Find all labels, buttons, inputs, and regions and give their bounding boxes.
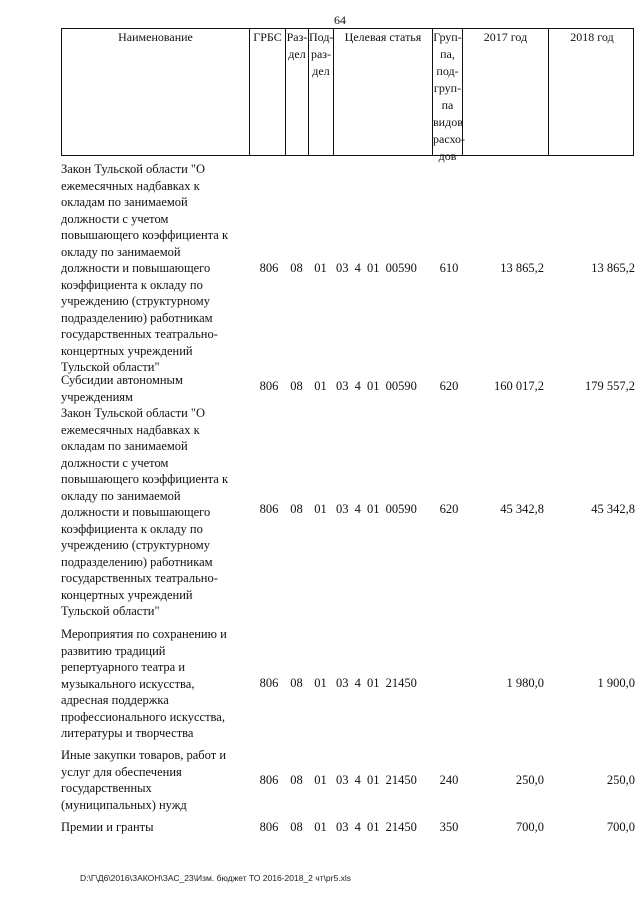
cell-gruppa: 610 bbox=[439, 261, 459, 275]
row-values bbox=[61, 675, 640, 692]
header-gruppa-line: дов bbox=[438, 149, 457, 163]
header-name bbox=[62, 29, 250, 155]
header-gruppa-line: па, bbox=[440, 47, 455, 61]
header-gruppa-line: видов bbox=[433, 115, 463, 129]
page-number: 64 bbox=[334, 13, 346, 27]
cell-gruppa: 620 bbox=[439, 379, 459, 393]
cell-celevaya: 03 4 01 21450 bbox=[336, 773, 417, 787]
row-name: Мероприятия по сохранению и развитию традиций репертуарного театра и музыкального искусства, адресная поддержка профессионального искусства, литературы и творчества bbox=[61, 627, 227, 740]
header-grbs bbox=[250, 29, 286, 155]
cell-grbs: 806 bbox=[259, 820, 279, 834]
cell-2018: 250,0 bbox=[606, 773, 635, 787]
cell-2017: 45 342,8 bbox=[500, 502, 544, 516]
table-header bbox=[61, 28, 634, 163]
header-name-label: Наименование bbox=[118, 30, 193, 44]
row-name: Премии и гранты bbox=[61, 820, 154, 834]
cell-2018: 45 342,8 bbox=[591, 502, 635, 516]
file-path-footer: D:\Г\Д6\2016\ЗАКОН\ЗАС_23\Изм. бюджет ТО 2016-2018_2 чт\pr5.xls bbox=[80, 873, 351, 883]
row-name: Закон Тульской области "О ежемесячных надбавках к окладам по занимаемой должности с учетом повышающего коэффициента к окладу по занимаемой должности и повышающего коэффициента к окладу по учреждению (структурному подразделению) работникам государственных театрально- концертных учреждений Тульской области" bbox=[61, 162, 229, 374]
cell-2017: 700,0 bbox=[515, 820, 544, 834]
cell-gruppa: 240 bbox=[439, 773, 459, 787]
row-name: Иные закупки товаров, работ и услуг для обеспечения государственных (муниципальных) нужд bbox=[61, 748, 227, 812]
cell-podrazdel: 01 bbox=[314, 773, 327, 787]
row-values bbox=[61, 819, 640, 836]
cell-podrazdel: 01 bbox=[314, 676, 327, 690]
cell-podrazdel: 01 bbox=[314, 502, 327, 516]
cell-razdel: 08 bbox=[290, 773, 303, 787]
cell-razdel: 08 bbox=[290, 820, 303, 834]
cell-2018: 700,0 bbox=[606, 820, 635, 834]
header-2018 bbox=[549, 29, 635, 155]
cell-podrazdel: 01 bbox=[314, 820, 327, 834]
cell-grbs: 806 bbox=[259, 379, 279, 393]
cell-2017: 13 865,2 bbox=[500, 261, 544, 275]
header-2017-label: 2017 год bbox=[483, 30, 528, 44]
header-2018-label: 2018 год bbox=[570, 30, 614, 44]
cell-2017: 1 980,0 bbox=[506, 676, 544, 690]
row-name: Субсидии автономным учреждениям bbox=[61, 373, 183, 404]
cell-razdel: 08 bbox=[290, 502, 303, 516]
cell-celevaya: 03 4 01 00590 bbox=[336, 379, 417, 393]
cell-grbs: 806 bbox=[259, 261, 279, 275]
cell-2018: 13 865,2 bbox=[591, 261, 635, 275]
header-celevaya bbox=[334, 29, 433, 155]
row-values bbox=[61, 260, 640, 277]
header-gruppa-line: па bbox=[441, 98, 454, 112]
cell-grbs: 806 bbox=[259, 502, 279, 516]
row-values bbox=[61, 501, 640, 518]
header-grbs-label: ГРБС bbox=[253, 30, 282, 44]
header-gruppa bbox=[433, 29, 466, 163]
cell-grbs: 806 bbox=[259, 676, 279, 690]
cell-gruppa: 620 bbox=[439, 502, 459, 516]
header-podrazdel-line: Под- bbox=[309, 30, 334, 44]
cell-podrazdel: 01 bbox=[314, 261, 327, 275]
cell-2018: 179 557,2 bbox=[585, 379, 635, 393]
header-celevaya-label: Целевая статья bbox=[344, 30, 422, 44]
cell-celevaya: 03 4 01 21450 bbox=[336, 676, 417, 690]
header-2017 bbox=[463, 29, 549, 155]
header-razdel-line: дел bbox=[288, 47, 306, 61]
header-gruppa-line: расхо- bbox=[433, 132, 466, 146]
cell-2017: 250,0 bbox=[515, 773, 544, 787]
cell-razdel: 08 bbox=[290, 261, 303, 275]
cell-podrazdel: 01 bbox=[314, 379, 327, 393]
cell-2018: 1 900,0 bbox=[597, 676, 635, 690]
header-gruppa-line: Груп- bbox=[433, 30, 462, 44]
cell-razdel: 08 bbox=[290, 676, 303, 690]
header-gruppa-line: под- bbox=[436, 64, 459, 78]
header-podrazdel bbox=[309, 29, 334, 155]
header-razdel-line: Раз- bbox=[286, 30, 308, 44]
cell-gruppa: 350 bbox=[439, 820, 459, 834]
row-values bbox=[61, 772, 640, 789]
row-name: Закон Тульской области "О ежемесячных надбавках к окладам по занимаемой должности с учетом повышающего коэффициента к окладу по занимаемой должности и повышающего коэффициента к окладу по учреждению (структурному подразделению) работникам государственных театрально- концертных учреждений Тульской области" bbox=[61, 406, 229, 618]
cell-celevaya: 03 4 01 21450 bbox=[336, 820, 417, 834]
cell-grbs: 806 bbox=[259, 773, 279, 787]
cell-celevaya: 03 4 01 00590 bbox=[336, 502, 417, 516]
cell-celevaya: 03 4 01 00590 bbox=[336, 261, 417, 275]
header-podrazdel-line: дел bbox=[312, 64, 330, 78]
cell-razdel: 08 bbox=[290, 379, 303, 393]
cell-2017: 160 017,2 bbox=[494, 379, 544, 393]
row-values bbox=[61, 378, 640, 395]
header-razdel bbox=[286, 29, 309, 155]
header-podrazdel-line: раз- bbox=[310, 47, 332, 61]
header-gruppa-line: груп- bbox=[433, 81, 462, 95]
